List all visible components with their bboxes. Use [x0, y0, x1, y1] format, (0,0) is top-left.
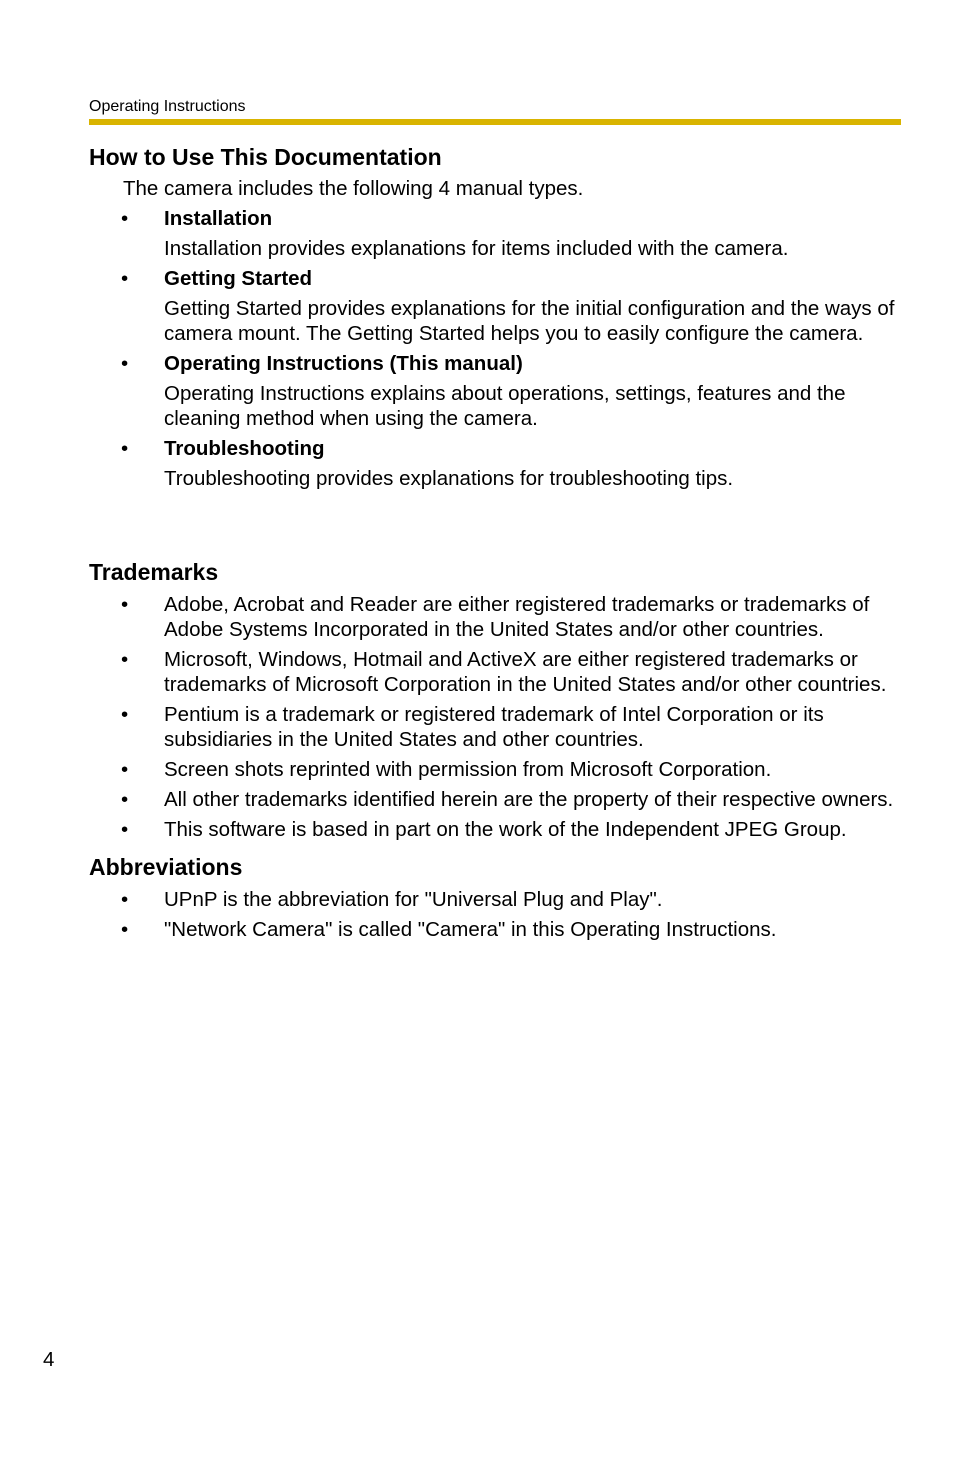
- manual-type-list: [89, 206, 901, 491]
- trademark-text: This software is based in part on the work of the Independent JPEG Group.: [164, 818, 847, 841]
- trademarks-heading: Trademarks: [89, 559, 219, 585]
- trademark-item: [89, 817, 901, 842]
- abbreviations-heading: Abbreviations: [89, 854, 243, 880]
- bullet-icon: •: [121, 788, 129, 811]
- page-content: [89, 142, 901, 942]
- manual-type-title: Operating Instructions (This manual): [164, 352, 523, 375]
- bullet-icon: •: [121, 888, 129, 911]
- manual-type-description: Installation provides explanations for items included with the camera.: [164, 237, 789, 260]
- trademarks-list: [89, 592, 901, 842]
- page-number: 4: [43, 1348, 55, 1371]
- trademark-item: [89, 702, 901, 752]
- abbreviations-section: [89, 852, 901, 942]
- bullet-icon: •: [121, 918, 129, 941]
- manual-type-description: Operating Instructions explains about operations, settings, features and the cleaning method when using the camera.: [164, 382, 846, 430]
- how-to-intro: The camera includes the following 4 manual types.: [123, 177, 584, 200]
- manual-type-description: Getting Started provides explanations for the initial configuration and the ways of camera mount. The Getting Started helps you to easily configure the camera.: [164, 297, 895, 345]
- trademark-item: [89, 592, 901, 642]
- bullet-icon: •: [121, 593, 129, 616]
- bullet-icon: •: [121, 703, 129, 726]
- manual-type-description: Troubleshooting provides explanations for troubleshooting tips.: [164, 467, 734, 490]
- bullet-icon: •: [121, 352, 129, 375]
- trademarks-section: [89, 557, 901, 842]
- how-to-section: [89, 142, 901, 491]
- abbreviation-text: UPnP is the abbreviation for "Universal Plug and Play".: [164, 888, 663, 911]
- trademark-text: Microsoft, Windows, Hotmail and ActiveX are either registered trademarks or trademarks of Microsoft Corporation in the United States and/or other countries.: [164, 648, 887, 696]
- manual-type-title: Installation: [164, 207, 273, 230]
- trademark-item: [89, 787, 901, 812]
- bullet-icon: •: [121, 207, 129, 230]
- trademark-text: Adobe, Acrobat and Reader are either registered trademarks or trademarks of Adobe Systems Incorporated in the United States and/or other countries.: [164, 593, 870, 641]
- manual-type-title: Troubleshooting: [164, 437, 325, 460]
- running-header: Operating Instructions: [89, 98, 246, 115]
- abbreviation-item: [89, 917, 901, 942]
- how-to-heading: How to Use This Documentation: [89, 144, 442, 170]
- manual-type-item: [89, 351, 901, 431]
- abbreviations-list: [89, 887, 901, 942]
- bullet-icon: •: [121, 437, 129, 460]
- trademark-text: Screen shots reprinted with permission from Microsoft Corporation.: [164, 758, 772, 781]
- bullet-icon: •: [121, 818, 129, 841]
- header-rule: [89, 119, 901, 125]
- trademark-item: [89, 757, 901, 782]
- manual-type-item: [89, 436, 901, 491]
- trademark-text: All other trademarks identified herein are the property of their respective owners.: [164, 788, 894, 811]
- bullet-icon: •: [121, 267, 129, 290]
- manual-type-title: Getting Started: [164, 267, 313, 290]
- bullet-icon: •: [121, 758, 129, 781]
- trademark-item: [89, 647, 901, 697]
- manual-type-item: [89, 266, 901, 346]
- bullet-icon: •: [121, 648, 129, 671]
- abbreviation-item: [89, 887, 901, 912]
- manual-type-item: [89, 206, 901, 261]
- abbreviation-text: "Network Camera" is called "Camera" in this Operating Instructions.: [164, 918, 777, 941]
- trademark-text: Pentium is a trademark or registered trademark of Intel Corporation or its subsidiaries in the United States and other countries.: [164, 703, 824, 751]
